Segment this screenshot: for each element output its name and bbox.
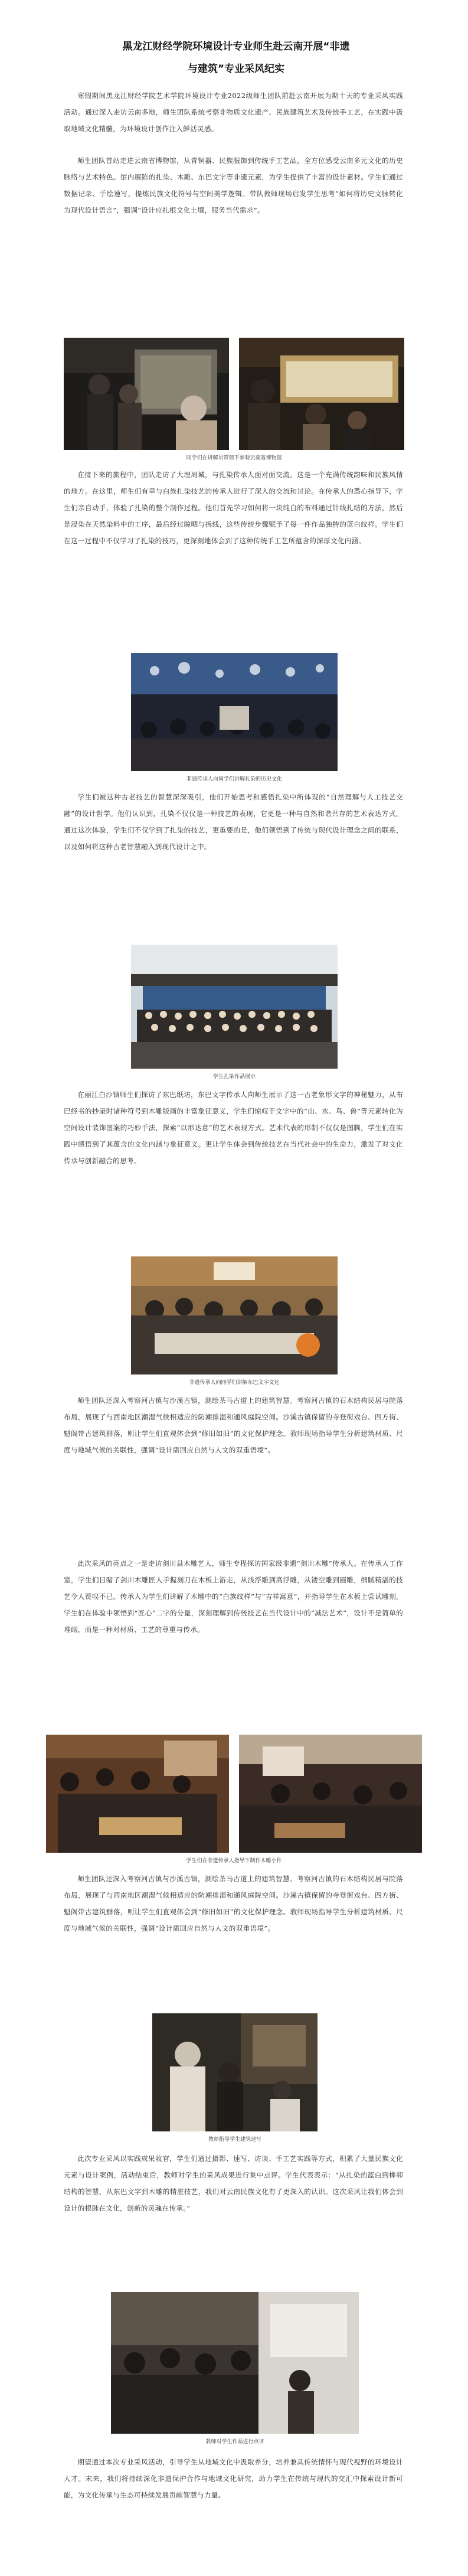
sketching-photo	[152, 2013, 318, 2131]
caption-dongba: 非遗传承人向同学们讲解东巴文字文化	[189, 1380, 280, 1386]
woodcarving-photo-left	[46, 1735, 229, 1853]
paragraph-tie-dye-reflection: 学生们被这种古老技艺的智慧深深吸引，他们开始思考和感悟扎染中所体现的“自然理解与人工技艺交融”的设计哲学。他们认识到，扎染不仅仅是一种技艺的表现，它更是一种与自然和谐共存的艺术表达方式。通过这次体验，学生们不仅学到了扎染的技艺，更重要的是，他们领悟到了传统与现代设计理念之间的联系，以及如何将这种古老智慧融入到现代设计之中。	[64, 793, 403, 851]
tie-dye-lecture-photo	[131, 653, 338, 771]
paragraph-tie-dye: 在接下来的旅程中，团队走访了大理周城，与扎染传承人面对面交流。这是一个充满传统韵味和民族风情的地方。在这里，师生们有幸与白族扎染技艺的传承人进行了深入的交流和讨论。在传承人的悉心指导下，学生们亲自动手，体验了扎染的整个制作过程。他们首先学习如何将一块纯白的布料通过针线扎结的方法，然后是浸染在天然染料中的工序，最后经过晾晒与拆线，这些传统步骤赋予了每一件作品独特的蓝白纹样。学生们在这一过程中不仅学习了扎染的技巧，更深刻地体会到了这种传统手工艺所蕴含的深厚文化内涵。	[64, 471, 403, 545]
paragraph-ancient-towns-2: 师生团队还深入考察河古镇与沙溪古镇，测绘茶马古道上的建筑智慧。考察河古镇的石木结构民居与院落布局，展现了与西南地区潮湿气候相适应的防潮排湿和通风庭院空间。沙溪古镇保留的寺登街戏台、四方街、魁阁带古建筑群落，则让学生们直观体会到“修旧如旧”的文化保护理念。教师现场指导学生分析建筑材质、尺度与地域气候的关联性，强调“设计需回应自然与人文的双重语境”。	[64, 1875, 403, 1932]
paragraph-woodcarving: 此次采风的亮点之一是走访剑川县木雕艺人，师生专程探访国家级非遗“剑川木雕”传承人。在传承人工作室，学生们目睹了剑川木雕匠人手握刻刀在木板上游走，从浅浮雕到高浮雕，从镂空雕到圆雕，细腻精湛的技艺令人赞叹不已。传承人为学生们讲解了木雕中的“白族纹样”与“吉祥寓意”，并指导学生在木板上尝试雕刻。学生们在体验中领悟到“匠心”二字的分量，深刻理解到传统技艺在当代设计中的“减法艺术”，设计不是简单的堆砌，而是一种对材质、工艺的尊重与传承。	[64, 1559, 403, 1634]
paragraph-museum: 师生团队首站走进云南省博物馆，从青铜器、民族服饰到传统手工艺品，全方位感受云南多元文化的历史脉络与艺术特色。馆内展陈的扎染、木雕、东巴文字等非遗元素，为学生提供了丰富的设计素材。学生们通过数据记录、手绘速写，提炼民族文化符号与空间美学逻辑。带队教师现场启发学生思考“如何将历史文脉转化为现代设计语言”，强调“设计应扎根文化土壤，服务当代需求”。	[64, 156, 403, 214]
paragraph-ancient-towns: 师生团队还深入考察河古镇与沙溪古镇，测绘茶马古道上的建筑智慧。考察河古镇的石木结构民居与院落布局，展现了与西南地区潮湿气候相适应的防潮排湿和通风庭院空间。沙溪古镇保留的寺登街戏台、四方街、魁阁带古建筑群落，则让学生们直观体会到“修旧如旧”的文化保护理念。教师现场指导学生分析建筑材质、尺度与地域气候的关联性，强调“设计需回应自然与人文的双重语境”。	[64, 1396, 403, 1454]
group-photo	[131, 945, 338, 1069]
critique-photo	[111, 2292, 359, 2434]
article-title	[89, 35, 384, 80]
caption-critique: 教师对学生作品进行点评	[205, 2439, 264, 2445]
title-line-1: 黑龙江财经学院环境设计专业师生赴云南开展“非遗	[122, 41, 350, 53]
caption-group: 学生扎染作品展示	[212, 1074, 256, 1080]
caption-tie-dye: 非遗传承人向同学们讲解扎染的历史文化	[186, 776, 282, 782]
paragraph-conclusion: 期望通过本次专业采风活动，引导学生从地域文化中汲取养分，培养兼具传统情怀与现代视野的环境设计人才。未来，我们将持续深化非遗保护合作与地域文化研究，助力学生在传统与现代的交汇中探索设计新可能，为文化传承与生态可持续发展贡献智慧与力量。	[64, 2458, 403, 2499]
paragraph-intro: 寒假期间黑龙江财经学院艺术学院环境设计专业2022级师生团队前赴云南开展为期十天的专业采风实践活动。通过深入走访云南多地，师生团队系统考察非物质文化遗产、民族建筑艺术及传统手工艺，在实践中汲取地域文化精髓，为环境设计创作注入鲜活灵感。	[64, 92, 403, 133]
museum-photo-right	[239, 338, 404, 450]
title-line-2: 与建筑”专业采风纪实	[187, 63, 285, 75]
woodcarving-photo-right	[239, 1735, 422, 1853]
paragraph-results: 此次专业采风以实践成果收官，学生们通过摄影、速写、访谈、手工艺实践等方式，积累了大量民族文化元素与设计案例，活动结束后，教师对学生的采风成果进行集中点评。学生代表表示：“从扎染的蓝白到榫卯结构的智慧，从东巴文字到木雕的精湛技艺，我们对云南民族文化有了更深入的认识。这次采风让我们体会到设计的根脉在文化，创新的灵魂在传承。”	[64, 2154, 403, 2212]
caption-woodcarving: 学生们在非遗传承人指导下制作木雕小件	[186, 1858, 282, 1864]
caption-sketching: 教师指导学生建筑速写	[208, 2137, 261, 2143]
dongba-classroom-photo	[131, 1256, 338, 1374]
paragraph-dongba: 在丽江白沙镇师生们探访了东巴纸坊，东巴文字传承人向师生展示了这一古老象形文字的神秘魅力，从布巴经书的抄录时诸种符号到木雕版画的丰富象征意义，学生们惊叹于文字中的“山、水、鸟、兽”等元素转化为空间设计装饰图案的巧妙手法，探索“以形达意”的艺术表现方式。艺术代表的形制不仅仅是图腾，学生们在实践中感悟到了其蕴含的文化内涵与象征意义。更让学生体会到传统技艺在当代社会中的生命力，激发了对文化传承与创新融合的思考。	[64, 1091, 403, 1165]
museum-photo-left	[64, 338, 229, 450]
caption-museum: 同学们在讲解员带领下参观云南省博物馆	[186, 455, 282, 461]
